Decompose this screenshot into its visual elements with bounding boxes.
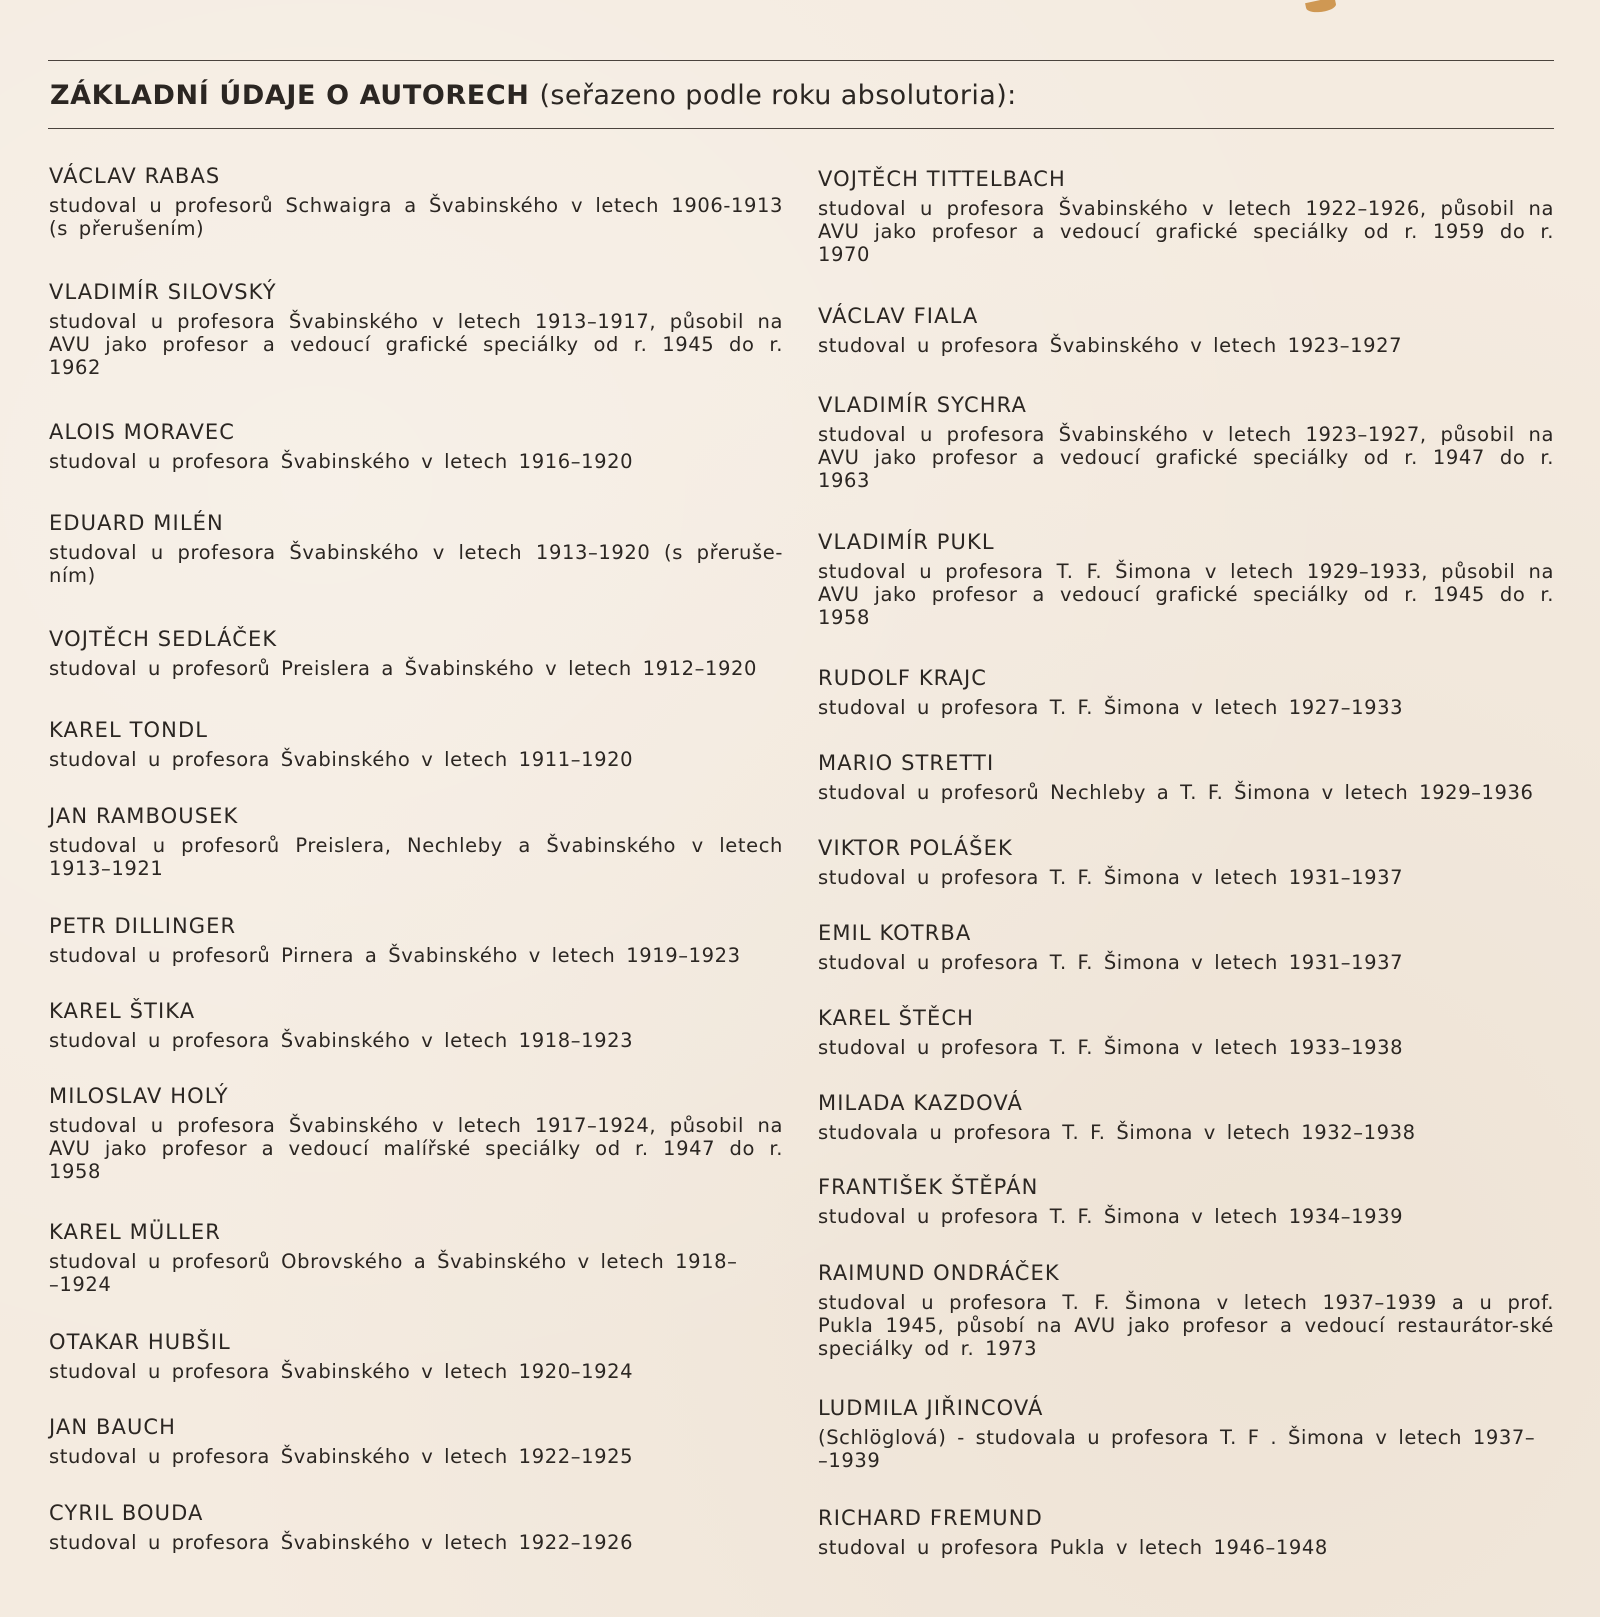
author-entry <box>49 279 783 379</box>
author-name: RUDOLF KRAJC <box>818 666 988 690</box>
author-description: studoval u profesora T. F. Šimona v letech 1931–1937 <box>818 866 1404 889</box>
author-entry <box>49 626 783 680</box>
author-name: MILADA KAZDOVÁ <box>818 1091 1023 1115</box>
author-entry <box>818 1174 1554 1228</box>
author-name: KAREL ŠTIKA <box>49 999 196 1023</box>
author-entry <box>818 1505 1554 1559</box>
author-name: KAREL MÜLLER <box>49 1220 221 1244</box>
author-entry <box>49 1329 783 1383</box>
top-rule <box>48 60 1554 61</box>
author-description: studoval u profesora T. F. Šimona v letech 1929–1933, působil na AVU jako profesor a vedoucí grafické speciálky od r. 1945 do r. 1958 <box>818 560 1554 629</box>
author-description: studoval u profesora Švabinského v letech 1923–1927, působil na AVU jako profesor a vedoucí grafické speciálky od r. 1947 do r. 1963 <box>818 423 1554 492</box>
author-entry <box>818 1395 1554 1472</box>
author-name: VÁCLAV RABAS <box>49 164 221 188</box>
author-name: OTAKAR HUBŠIL <box>49 1330 231 1354</box>
author-description: studoval u profesora Švabinského v letech 1918–1923 <box>49 1029 634 1052</box>
author-entry <box>818 303 1554 357</box>
author-name: FRANTIŠEK ŠTĚPÁN <box>818 1175 1039 1199</box>
author-entry <box>49 163 783 240</box>
author-description: studoval u profesora T. F. Šimona v letech 1933–1938 <box>818 1036 1404 1059</box>
author-entry <box>818 920 1554 974</box>
author-description: studoval u profesora Švabinského v letech 1916–1920 <box>49 450 634 473</box>
author-entry <box>818 1260 1554 1360</box>
author-name: MILOSLAV HOLÝ <box>49 1084 229 1108</box>
author-name: EDUARD MILÉN <box>49 511 224 535</box>
author-description: studoval u profesorů Pirnera a Švabinského v letech 1919–1923 <box>49 944 741 967</box>
author-entry <box>49 1414 783 1468</box>
author-description: studoval u profesora T. F. Šimona v letech 1931–1937 <box>818 951 1404 974</box>
author-description: studoval u profesorů Preislera a Švabinského v letech 1912–1920 <box>49 657 758 680</box>
author-entry <box>818 665 1554 719</box>
author-description: studoval u profesorů Obrovského a Švabinského v letech 1918– –1924 <box>49 1250 738 1296</box>
author-entry <box>818 166 1554 266</box>
bottom-rule <box>48 128 1554 129</box>
author-entry <box>49 1219 783 1296</box>
author-description: studovala u profesora T. F. Šimona v letech 1932–1938 <box>818 1121 1416 1144</box>
author-description: studoval u profesora Švabinského v letech 1917–1924, působil na AVU jako profesor a vedoucí malířské speciálky od r. 1947 do r. 1958 <box>49 1114 783 1183</box>
author-name: PETR DILLINGER <box>49 914 237 938</box>
author-entry <box>49 510 783 587</box>
ink-stain <box>1305 0 1337 15</box>
author-entry <box>49 1083 783 1183</box>
author-name: KAREL TONDL <box>49 718 209 742</box>
author-entry <box>49 419 783 473</box>
author-entry <box>49 717 783 771</box>
author-description: studoval u profesorů Preislera, Nechleby a Švabinského v letech 1913–1921 <box>49 834 783 880</box>
author-entry <box>49 913 783 967</box>
author-description: studoval u profesora T. F. Šimona v letech 1937–1939 a u prof. Pukla 1945, působí na AVU jako profesor a vedoucí restaurátor-ské speciálky od r. 1973 <box>818 1291 1554 1360</box>
heading-subtitle: (seřazeno podle roku absolutoria): <box>539 80 1017 111</box>
author-name: VLADIMÍR SYCHRA <box>818 393 1027 417</box>
heading-title: ZÁKLADNÍ ÚDAJE O AUTORECH <box>50 80 530 111</box>
author-entry <box>49 998 783 1052</box>
author-description: studoval u profesora T. F. Šimona v letech 1934–1939 <box>818 1205 1404 1228</box>
author-description: studoval u profesora Švabinského v letech 1920–1924 <box>49 1360 634 1383</box>
author-description: studoval u profesorů Schwaigra a Švabinského v letech 1906-1913 (s přerušením) <box>49 194 783 240</box>
author-entry <box>818 1005 1554 1059</box>
author-name: VOJTĚCH SEDLÁČEK <box>49 627 278 651</box>
author-description: studoval u profesora Švabinského v letech 1913–1920 (s přeruše-ním) <box>49 541 783 587</box>
author-name: RAIMUND ONDRÁČEK <box>818 1261 1060 1285</box>
author-name: JAN RAMBOUSEK <box>49 804 239 828</box>
author-description: studoval u profesora Švabinského v letech 1923–1927 <box>818 334 1403 357</box>
author-entry <box>818 750 1554 804</box>
author-name: JAN BAUCH <box>49 1415 177 1439</box>
author-description: studoval u profesora T. F. Šimona v letech 1927–1933 <box>818 696 1404 719</box>
author-description: studoval u profesorů Nechleby a T. F. Šimona v letech 1929–1936 <box>818 781 1534 804</box>
author-description: studoval u profesora Švabinského v letech 1922–1925 <box>49 1445 634 1468</box>
author-name: LUDMILA JIŘINCOVÁ <box>818 1396 1044 1420</box>
author-description: studoval u profesora Švabinského v letech 1922–1926, působil na AVU jako profesor a vedoucí grafické speciálky od r. 1959 do r. 1970 <box>818 197 1554 266</box>
author-entry <box>818 835 1554 889</box>
author-entry <box>49 803 783 880</box>
author-name: VLADIMÍR SILOVSKÝ <box>49 280 277 304</box>
author-entry <box>818 1090 1554 1144</box>
author-description: studoval u profesora Švabinského v letech 1913–1917, působil na AVU jako profesor a vedoucí grafické speciálky od r. 1945 do r. 1962 <box>49 310 783 379</box>
author-name: VIKTOR POLÁŠEK <box>818 836 1013 860</box>
author-name: ALOIS MORAVEC <box>49 420 236 444</box>
author-name: KAREL ŠTĚCH <box>818 1006 974 1030</box>
author-description: studoval u profesora Pukla v letech 1946–1948 <box>818 1536 1328 1559</box>
author-name: VÁCLAV FIALA <box>818 304 979 328</box>
author-name: RICHARD FREMUND <box>818 1506 1043 1530</box>
author-name: MARIO STRETTI <box>818 751 995 775</box>
author-description: (Schlöglová) - studovala u profesora T. F . Šimona v letech 1937– –1939 <box>818 1426 1536 1472</box>
author-name: VOJTĚCH TITTELBACH <box>818 167 1066 191</box>
author-description: studoval u profesora Švabinského v letech 1911–1920 <box>49 748 634 771</box>
author-description: studoval u profesora Švabinského v letech 1922–1926 <box>49 1531 634 1554</box>
author-entry <box>818 392 1554 492</box>
author-entry <box>49 1500 783 1554</box>
author-name: CYRIL BOUDA <box>49 1501 204 1525</box>
author-name: VLADIMÍR PUKL <box>818 530 995 554</box>
author-name: EMIL KOTRBA <box>818 921 972 945</box>
section-heading <box>50 74 1550 118</box>
author-entry <box>818 529 1554 629</box>
